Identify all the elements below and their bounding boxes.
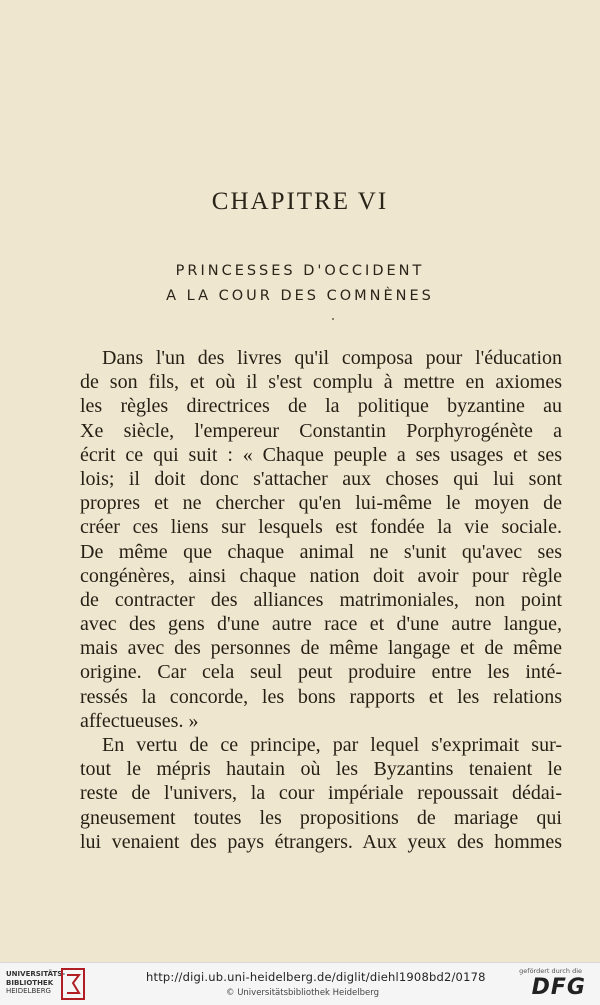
university-logo-icon [60,967,86,1001]
text-line: ressés la concorde, les bons rapports et les relations [80,685,562,708]
text-line: En vertu de ce principe, par lequel s'exprimait sur- [102,734,562,756]
chapter-subtitle-line-1: PRINCESSES D'OCCIDENT [175,263,425,279]
ornament-dot [332,318,334,320]
copyright-notice: © Universitätsbibliothek Heidelberg [226,988,380,998]
institution-line-3: HEIDELBERG [6,987,51,995]
text-line: Dans l'un des livres qu'il composa pour l'éducation [102,347,562,369]
text-line: avec des gens d'une autre race et d'une autre langue, [80,613,562,636]
chapter-subtitle-line-2: A LA COUR DES COMNÈNES [166,288,434,304]
permalink-url[interactable]: http://digi.ub.uni-heidelberg.de/diglit/diehl1908bd2/0178 [146,970,486,984]
text-line: propres et ne chercher qu'en lui-même le moyen de [80,492,562,515]
funded-by-label: gefördert durch die [519,967,582,975]
text-line: De même que chaque animal ne s'unit qu'avec ses [80,540,562,563]
text-line: reste de l'univers, la cour impériale repoussait dédai- [80,782,562,805]
text-line: tout le mépris hautain où les Byzantins tenaient le [80,758,562,781]
text-line: les règles directrices de la politique byzantine au [80,395,562,418]
text-line: origine. Car cela seul peut produire entre les inté- [80,661,562,684]
text-line: mais avec des personnes de même langage et de même [80,637,562,660]
text-line: de son fils, et où il s'est complu à mettre en axiomes [80,371,562,394]
dfg-logo: DFG [531,975,586,1000]
body-text [80,346,562,854]
institution-line-1: UNIVERSITÄTS- [6,970,66,978]
text-line: lui venaient des pays étrangers. Aux yeux des hommes [80,830,562,853]
viewer-footer [0,962,600,1005]
text-line: lois; il doit donc s'attacher aux choses qui lui sont [80,467,562,490]
institution-line-2: BIBLIOTHEK [6,978,54,987]
text-line: Xe siècle, l'empereur Constantin Porphyrogénète a [80,419,562,442]
text-line: de contracter des alliances matrimoniales, non point [80,588,562,611]
chapter-title: CHAPITRE VI [211,188,389,215]
text-line: gneusement toutes les propositions de mariage qui [80,806,562,829]
text-line: créer ces liens sur lesquels est fondée la vie sociale. [80,516,562,539]
text-line: affectueuses. » [80,709,199,732]
text-line: congénères, ainsi chaque nation doit avoir pour règle [80,564,562,587]
text-line: écrit ce qui suit : « Chaque peuple a ses usages et ses [80,443,562,466]
